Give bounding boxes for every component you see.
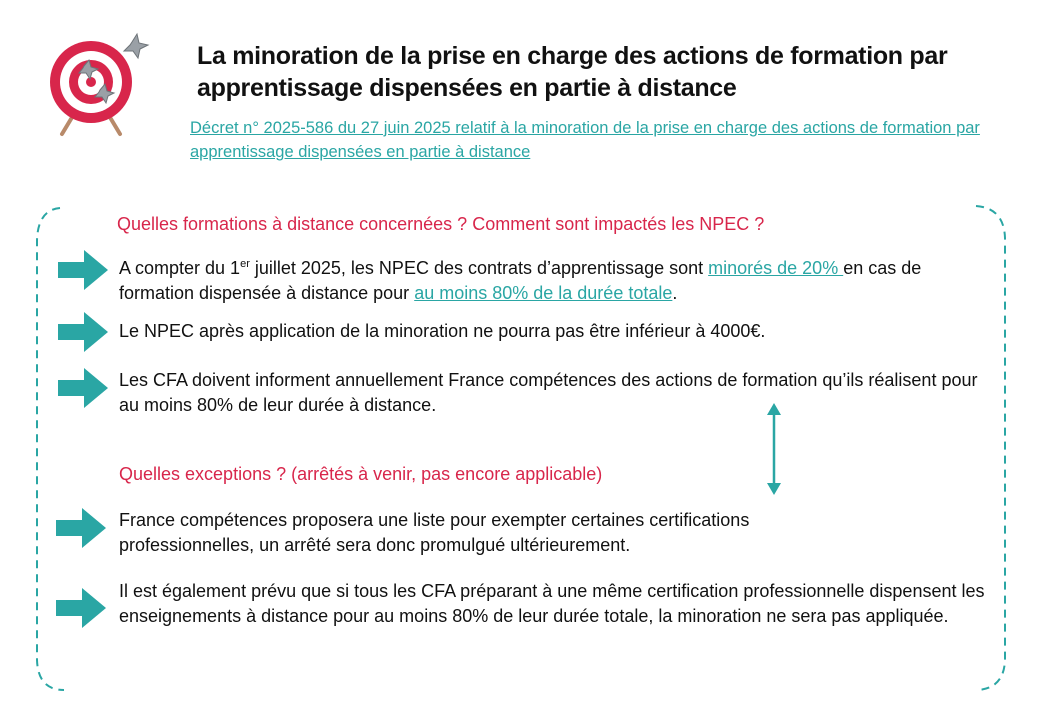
decree-link[interactable]: Décret n° 2025-586 du 27 juin 2025 relatif à la minoration de la prise en charge des actions de formation par apprentissage dispensées en partie à distance xyxy=(190,119,980,161)
section1-item3: Les CFA doivent informent annuellement France compétences des actions de formation qu’ils réalisent pour au moins 80% de leur durée à distance. xyxy=(119,370,978,415)
duree-totale-link[interactable]: au moins 80% de la durée totale xyxy=(414,283,673,303)
page-title: La minoration de la prise en charge des actions de formation par apprentissage dispensées en partie à distance xyxy=(197,42,948,102)
section2-item2: Il est également prévu que si tous les CFA préparant à une même certification professionnelle dispensent les enseignements à distance pour au moins 80% de leur durée totale, la minoration ne sera pas appliquée. xyxy=(119,581,985,626)
target-icon xyxy=(50,41,132,123)
right-arrow-icon xyxy=(56,586,106,630)
target-illustration xyxy=(44,30,156,138)
minoration-20-link[interactable]: minorés de 20% xyxy=(708,258,844,278)
right-arrow-icon xyxy=(58,248,108,292)
right-arrow-icon xyxy=(58,366,108,410)
section1-item2: Le NPEC après application de la minoration ne pourra pas être inférieur à 4000€. xyxy=(119,321,766,341)
vertical-double-arrow-icon xyxy=(765,403,783,495)
right-arrow-icon xyxy=(56,506,106,550)
section1-heading: Quelles formations à distance concernées ? Comment sont impactés les NPEC ? xyxy=(117,214,765,234)
section2-heading: Quelles exceptions ? (arrêtés à venir, pas encore applicable) xyxy=(119,464,603,484)
section1-item1: A compter du 1er juillet 2025, les NPEC des contrats d’apprentissage sont minorés de 20% en cas de formation dispensée à distance pour au moins 80% de la durée totale. xyxy=(119,258,922,303)
right-arrow-icon xyxy=(58,310,108,354)
section2-item1: France compétences proposera une liste pour exempter certaines certifications professionnelles, un arrêté sera donc promulgué ultérieurement. xyxy=(119,510,750,555)
